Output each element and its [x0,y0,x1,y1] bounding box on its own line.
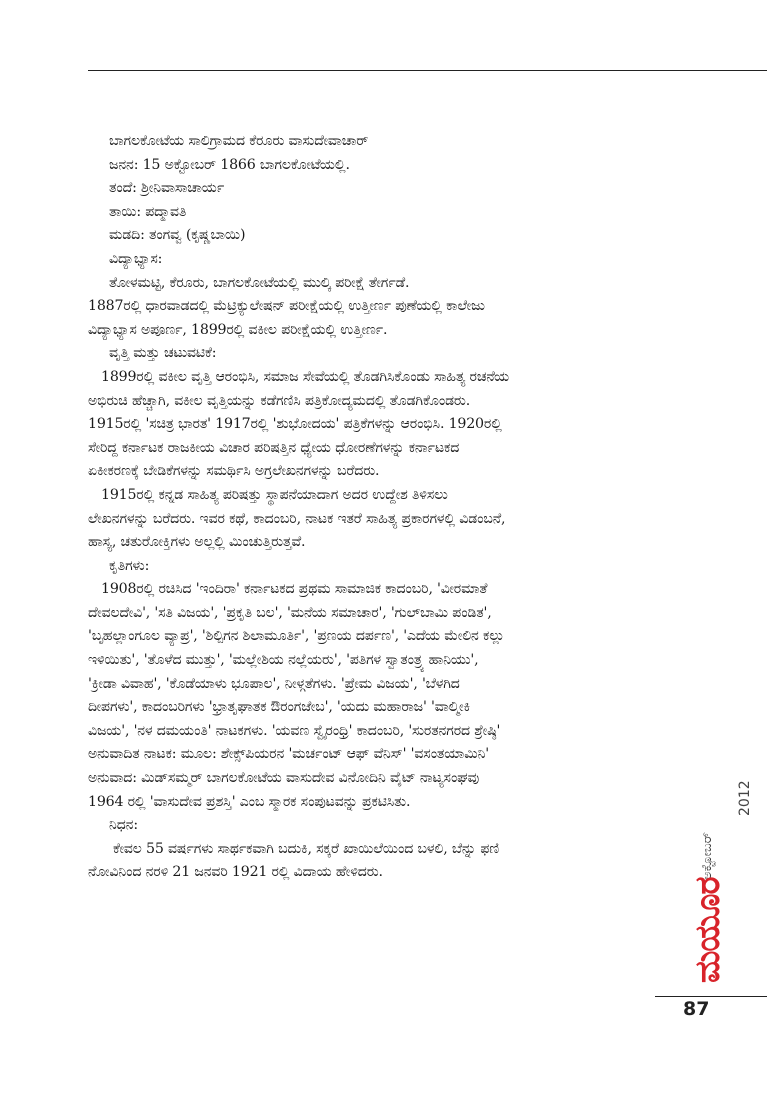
article-line: ಹಾಸ್ಯ, ಚತುರೋಕ್ತಿಗಳು ಅಲ್ಲಲ್ಲಿ ಮಿಂಚುತ್ತಿರುತ್ತವೆ. [88,534,306,551]
article-line: ದೀಪಗಳು', ಕಾದಂಬರಿಗಳು 'ಭ್ರಾತೃಘಾತಕ ಔರಂಗಜೇಬ', 'ಯದು ಮಹಾರಾಜ' 'ವಾಲ್ಮೀಕಿ [88,699,470,716]
article-line: ನೋವಿನಿಂದ ನರಳಿ 21 ಜನವರಿ 1921 ರಲ್ಲಿ ವಿದಾಯ ಹೇಳಿದರು. [88,864,383,881]
article-line: ಏಕೀಕರಣಕ್ಕೆ ಬೇಡಿಕೆಗಳನ್ನು ಸಮರ್ಥಿಸಿ ಅಗ್ರಲೇಖನಗಳನ್ನು ಬರೆದರು. [88,463,380,480]
article-line: ಜನನ: 15 ಅಕ್ಟೋಬರ್ 1866 ಬಾಗಲಕೋಟೆಯಲ್ಲಿ. [109,156,350,173]
article-line: ಅನುವಾದಿತ ನಾಟಕ: ಮೂಲ: ಶೇಕ್ಸ್‌ಪಿಯರನ 'ಮರ್ಚಂಟ್ ಆಫ್ ವೆನಿಸ್' 'ವಸಂತಯಾಮಿನಿ' [88,746,489,763]
section-heading: ಕೃತಿಗಳು: [109,557,150,574]
article-line: 1899ರಲ್ಲಿ ವಕೀಲ ವೃತ್ತಿ ಆರಂಭಿಸಿ, ಸಮಾಜ ಸೇವೆಯಲ್ಲಿ ತೊಡಗಿಸಿಕೊಂಡು ಸಾಹಿತ್ಯ ರಚನೆಯ [101,368,510,385]
article-body [88,130,668,885]
article-line: 1915ರಲ್ಲಿ ಕನ್ನಡ ಸಾಹಿತ್ಯ ಪರಿಷತ್ತು ಸ್ಥಾಪನೆಯಾದಾಗ ಅದರ ಉದ್ದೇಶ ತಿಳಿಸಲು [101,486,448,503]
article-line: ವಿದ್ಯಾಭ್ಯಾಸ ಅಪೂರ್ಣ, 1899ರಲ್ಲಿ ವಕೀಲ ಪರೀಕ್ಷೆಯಲ್ಲಿ ಉತ್ತೀರ್ಣ. [88,321,388,338]
top-rule [88,70,767,71]
section-heading: ನಿಧನ: [109,817,138,834]
section-heading: ವೃತ್ತಿ ಮತ್ತು ಚಟುವಟಿಕೆ: [109,345,217,362]
article-line: ಕೇವಲ 55 ವರ್ಷಗಳು ಸಾರ್ಥಕವಾಗಿ ಬದುಕಿ, ಸಕ್ಕರೆ ಖಾಯಿಲೆಯಿಂದ ಬಳಲಿ, ಬೆನ್ನು ಫಣಿ [113,840,500,857]
article-line: ಲೇಖನಗಳನ್ನು ಬರೆದರು. ಇವರ ಕಥೆ, ಕಾದಂಬರಿ, ನಾಟಕ ಇತರೆ ಸಾಹಿತ್ಯ ಪ್ರಕಾರಗಳಲ್ಲಿ ವಿಡಂಬನೆ, [88,510,506,527]
magazine-logo: ಮಯೂರ [688,877,728,983]
issue-year: 2012 [737,780,753,816]
article-line: 'ಕ್ರೀಡಾ ವಿವಾಹ', 'ಕೊಡೆಯಾಳು ಭೂಪಾಲ', ನೀಳ್ಗತೆಗಳು. 'ಪ್ರೇಮ ವಿಜಯ', 'ಬೆಳಗಿದ [88,675,460,692]
article-line: ಅನುವಾದ: ಮಿಡ್‌ಸಮ್ಮರ್ ಬಾಗಲಕೋಟೆಯ ವಾಸುದೇವ ವಿನೋದಿನಿ ವೈಟ್ ನಾಟ್ಯಸಂಘವು [88,770,479,787]
article-line: ಇಳಿಯಿತು', 'ತೊಳೆದ ಮುತ್ತು', 'ಮಲ್ಲೇಶಿಯ ನಲ್ಲೆಯರು', 'ಪತಿಗಳ ಸ್ವಾತಂತ್ರ್ಯ ಹಾನಿಯು', [88,652,479,669]
article-line: ಸೇರಿದ್ದ ಕರ್ನಾಟಕ ರಾಜಕೀಯ ವಿಚಾರ ಪರಿಷತ್ತಿನ ಧ್ಯೇಯ ಧೋರಣೆಗಳನ್ನು ಕರ್ನಾಟಕದ [88,439,460,456]
article-line: 1908ರಲ್ಲಿ ರಚಿಸಿದ 'ಇಂದಿರಾ' ಕರ್ನಾಟಕದ ಪ್ರಥಮ ಸಾಮಾಜಿಕ ಕಾದಂಬರಿ, 'ವೀರಮಾತೆ [101,581,488,598]
issue-month: ಅಕ್ಟೋಬರ್ [700,832,715,880]
article-line: ತಾಯಿ: ಪದ್ಮಾವತಿ [109,203,187,220]
article-line: ದೇವಲದೇವಿ', 'ಸತಿ ವಿಜಯ', 'ಪ್ರಕೃತಿ ಬಲ', 'ಮನೆಯ ಸಮಾಚಾರ', 'ಗುಲ್‌ಬಾಮಿ ಪಂಡಿತ', [88,604,492,621]
article-line: ಮಡದಿ: ತಂಗವ್ವ (ಕೃಷ್ಣಬಾಯಿ) [109,227,246,244]
footer-rule [655,996,767,997]
section-heading: ವಿದ್ಯಾಭ್ಯಾಸ: [109,250,163,267]
article-line: 1887ರಲ್ಲಿ ಧಾರವಾಡದಲ್ಲಿ ಮೆಟ್ರಿಕ್ಯುಲೇಷನ್ ಪರೀಕ್ಷೆಯಲ್ಲಿ ಉತ್ತೀರ್ಣ ಪುಣೆಯಲ್ಲಿ ಕಾಲೇಜು [88,298,485,315]
article-line: 1964 ರಲ್ಲಿ 'ವಾಸುದೇವ ಪ್ರಶಸ್ತಿ' ಎಂಬ ಸ್ಮಾರಕ ಸಂಪುಟವನ್ನು ಪ್ರಕಟಿಸಿತು. [88,793,411,810]
article-line: ತೋಳಮಟ್ಟಿ, ಕೆರೂರು, ಬಾಗಲಕೋಟೆಯಲ್ಲಿ ಮುಲ್ಕಿ ಪರೀಕ್ಷೆ ತೇರ್ಗಡೆ. [109,274,410,291]
article-line: ವಿಜಯ', 'ನಳ ದಮಯಂತಿ' ನಾಟಕಗಳು. 'ಯವಣ ಸ್ವೈರಂಧ್ರಿ' ಕಾದಂಬರಿ, 'ಸುರತನಗರದ ಶ್ರೇಷ್ಠಿ' [88,722,501,739]
article-line: ಅಭಿರುಚಿ ಹೆಚ್ಚಾಗಿ, ವಕೀಲ ವೃತ್ತಿಯನ್ನು ಕಡೆಗಣಿಸಿ ಪತ್ರಿಕೋದ್ಯಮದಲ್ಲಿ ತೊಡಗಿಕೊಂಡರು. [88,392,471,409]
article-line: 'ಬೃಹಲ್ಲಾಂಗೂಲ ವ್ಯಾಪ್ರ', 'ಶಿಲ್ಪಿಗನ ಶಿಲಾಮೂರ್ತಿ', 'ಪ್ರಣಯ ದರ್ಪಣ', 'ಎದೆಯ ಮೇಲಿನ ಕಲ್ಲು [88,628,505,645]
article-line: ಬಾಗಲಕೋಟೆಯ ಸಾಲಿಗ್ರಾಮದ ಕೆರೂರು ವಾಸುದೇವಾಚಾರ್ [109,133,369,149]
page-number: 87 [683,998,710,1020]
article-line: 1915ರಲ್ಲಿ 'ಸಚಿತ್ರ ಭಾರತ' 1917ರಲ್ಲಿ 'ಶುಭೋದಯ' ಪತ್ರಿಕೆಗಳನ್ನು ಆರಂಭಿಸಿ. 1920ರಲ್ಲಿ [88,416,502,433]
article-line: ತಂದೆ: ಶ್ರೀನಿವಾಸಾಚಾರ್ಯ [109,180,225,197]
